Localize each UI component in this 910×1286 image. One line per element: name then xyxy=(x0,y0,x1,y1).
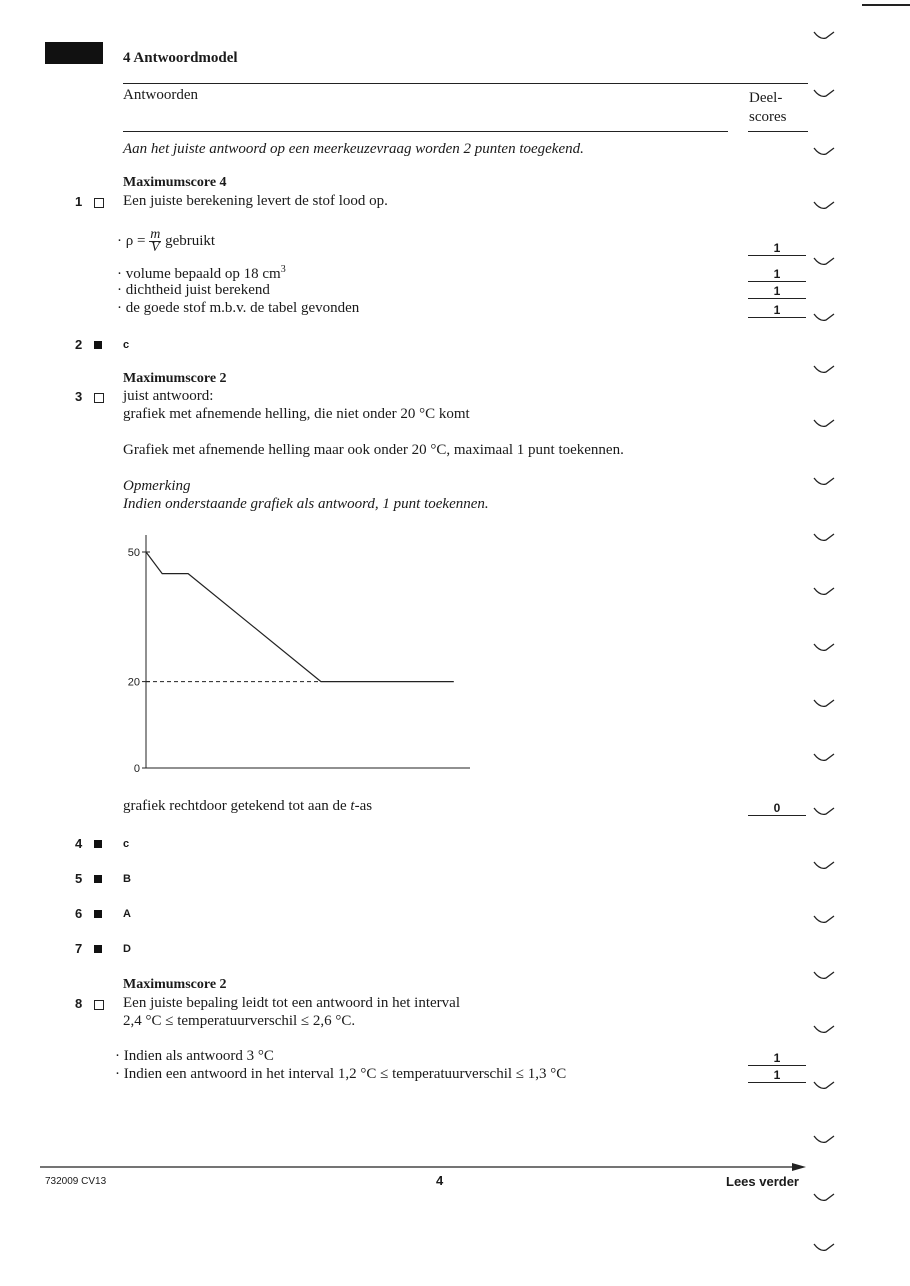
footer-continue: Lees verder xyxy=(726,1174,799,1189)
q1-bullet1-suffix: gebruikt xyxy=(165,232,216,249)
q6-number: 6 xyxy=(75,906,83,921)
q3-note: Grafiek met afnemende helling maar ook onder 20 °C, maximaal 1 punt toekennen. xyxy=(123,442,624,458)
q8-score-2: 1 xyxy=(748,1068,806,1083)
q8-bullet1 xyxy=(115,1048,274,1065)
header-black-bar xyxy=(45,42,103,64)
chart-axes xyxy=(146,535,470,768)
q8-bullet1-text: Indien als antwoord 3 °C xyxy=(123,1048,274,1064)
q5-filled-box xyxy=(94,875,102,883)
check-mark-icon xyxy=(812,696,836,715)
bullet-dot: · xyxy=(117,232,126,249)
q6-answer: A xyxy=(123,908,131,920)
q4-filled-box xyxy=(94,840,102,848)
check-mark-icon xyxy=(812,362,836,381)
check-mark-icon xyxy=(812,1240,836,1259)
q3-score: 0 xyxy=(748,801,806,816)
q8-number: 8 xyxy=(75,996,83,1011)
scores-header-line1: Deel- xyxy=(749,90,783,106)
q1-score-1: 1 xyxy=(748,241,806,256)
q7-filled-box xyxy=(94,945,102,953)
q1-bullet1 xyxy=(117,229,215,254)
footer-arrow-rule xyxy=(40,1161,810,1173)
q1-bullet1-prefix: ρ = xyxy=(125,232,146,249)
check-mark-icon xyxy=(812,254,836,273)
scores-header-line2: scores xyxy=(749,109,787,125)
q2-answer: c xyxy=(123,339,130,351)
q1-bullet4 xyxy=(117,300,359,317)
q1-bullet3-text: dichtheid juist berekend xyxy=(125,282,270,298)
q1-number: 1 xyxy=(75,194,83,209)
q1-bullet4-text: de goede stof m.b.v. de tabel gevonden xyxy=(125,300,360,316)
temperature-chart xyxy=(110,525,490,785)
q1-bullet3 xyxy=(117,282,270,299)
temperature-series-line xyxy=(146,552,454,682)
y-tick-label: 0 xyxy=(133,763,140,775)
q3-remark-text: Indien onderstaande grafiek als antwoord, 1 punt toekennen. xyxy=(123,496,489,512)
check-mark-icon xyxy=(812,28,836,47)
check-mark-icon xyxy=(812,804,836,823)
bullet-dot: · xyxy=(117,266,126,282)
check-mark-icon xyxy=(812,1022,836,1041)
check-mark-icon xyxy=(812,968,836,987)
check-mark-icon xyxy=(812,1190,836,1209)
check-mark-icon xyxy=(812,1132,836,1151)
q8-open-box xyxy=(94,1000,104,1010)
after-chart-prefix: grafiek rechtdoor getekend tot aan de xyxy=(123,798,351,814)
check-mark-icon xyxy=(812,1078,836,1097)
density-fraction xyxy=(149,229,161,254)
q6-filled-box xyxy=(94,910,102,918)
chart-ticks xyxy=(128,547,150,775)
after-chart-suffix: -as xyxy=(354,798,373,814)
q1-score-2: 1 xyxy=(748,267,806,282)
check-mark-icon xyxy=(812,86,836,105)
check-mark-icon xyxy=(812,584,836,603)
corner-rule xyxy=(862,4,910,6)
q3-open-box xyxy=(94,393,104,403)
q2-number: 2 xyxy=(75,337,83,352)
section-title: 4 Antwoordmodel xyxy=(123,50,238,66)
q3-remark-title: Opmerking xyxy=(123,478,191,494)
check-mark-icon xyxy=(812,530,836,549)
q3-after-chart xyxy=(123,798,372,815)
q1-maxscore: Maximumscore 4 xyxy=(123,175,227,190)
q7-number: 7 xyxy=(75,941,83,956)
check-mark-icon xyxy=(812,310,836,329)
check-mark-icon xyxy=(812,416,836,435)
chart-lines xyxy=(146,552,454,682)
check-mark-icon xyxy=(812,144,836,163)
q1-bullet2 xyxy=(117,264,286,283)
q3-number: 3 xyxy=(75,389,83,404)
q8-line1: Een juiste bepaling leidt tot een antwoord in het interval xyxy=(123,995,460,1011)
q8-maxscore: Maximumscore 2 xyxy=(123,977,227,992)
q8-line2: 2,4 °C ≤ temperatuurverschil ≤ 2,6 °C. xyxy=(123,1013,356,1029)
q1-bullet2-sup: 3 xyxy=(280,264,286,275)
check-mark-icon xyxy=(812,858,836,877)
q1-text: Een juiste berekening levert de stof lood op. xyxy=(123,193,388,209)
q5-number: 5 xyxy=(75,871,83,886)
header-rule-bottom-left xyxy=(123,131,728,132)
check-mark-icon xyxy=(812,640,836,659)
q7-answer: D xyxy=(123,943,131,955)
q1-bullet2-text: volume bepaald op 18 cm xyxy=(125,266,281,282)
q1-open-box xyxy=(94,198,104,208)
q4-answer: c xyxy=(123,838,130,850)
q8-score-1: 1 xyxy=(748,1051,806,1066)
scores-column-header xyxy=(749,89,787,127)
q5-answer: B xyxy=(123,873,131,885)
footer-code: 732009 CV13 xyxy=(45,1176,107,1187)
intro-text: Aan het juiste antwoord op een meerkeuzevraag worden 2 punten toegekend. xyxy=(123,141,584,157)
fraction-numerator: m xyxy=(150,227,161,242)
check-mark-icon xyxy=(812,474,836,493)
header-rule-bottom-right xyxy=(748,131,808,132)
q1-score-3: 1 xyxy=(748,284,806,299)
bullet-dot: · xyxy=(115,1048,124,1064)
q8-bullet2-text: Indien een antwoord in het interval 1,2 °C ≤ temperatuurverschil ≤ 1,3 °C xyxy=(123,1066,567,1082)
fraction-denominator: V xyxy=(150,240,160,255)
bullet-dot: · xyxy=(117,300,126,316)
footer-page-number: 4 xyxy=(436,1173,444,1188)
footer-arrow-head xyxy=(792,1163,806,1171)
q2-filled-box xyxy=(94,341,102,349)
q3-line1: juist antwoord: xyxy=(123,388,214,404)
y-tick-label: 50 xyxy=(127,547,140,559)
q3-maxscore: Maximumscore 2 xyxy=(123,371,227,386)
y-tick-label: 20 xyxy=(127,676,140,689)
check-mark-icon xyxy=(812,912,836,931)
bullet-dot: · xyxy=(117,282,126,298)
answers-column-header: Antwoorden xyxy=(123,87,198,103)
header-rule-top xyxy=(123,83,808,84)
q3-line2: grafiek met afnemende helling, die niet onder 20 °C komt xyxy=(123,406,470,422)
q4-number: 4 xyxy=(75,836,83,851)
after-chart-var: t xyxy=(350,798,355,814)
q1-score-4: 1 xyxy=(748,303,806,318)
check-mark-icon xyxy=(812,198,836,217)
check-mark-icon xyxy=(812,750,836,769)
q8-bullet2 xyxy=(115,1066,566,1083)
bullet-dot: · xyxy=(115,1066,124,1082)
